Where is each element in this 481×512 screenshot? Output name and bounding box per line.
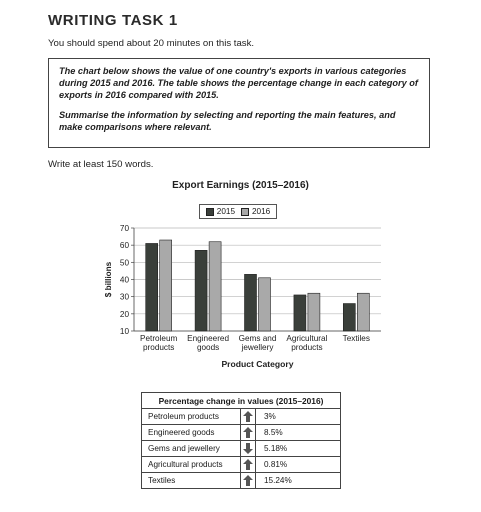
x-tick-label: Textiles	[342, 334, 370, 343]
row-category: Petroleum products	[142, 409, 241, 425]
row-category: Agricultural products	[142, 457, 241, 473]
row-value: 8.5%	[256, 425, 341, 441]
row-value: 15.24%	[256, 473, 341, 489]
y-tick-label: 10	[119, 327, 129, 336]
table-row	[142, 425, 341, 441]
arrow-up-icon	[241, 425, 256, 441]
y-tick-label: 30	[119, 292, 129, 302]
legend-label-2016: 2016	[252, 207, 271, 216]
bar-2015-2	[245, 274, 257, 331]
table-row	[142, 457, 341, 473]
bar-2016-4	[357, 293, 369, 331]
arrow-down-icon	[241, 441, 256, 457]
x-axis-label: Product Category	[221, 359, 294, 369]
table-body	[142, 409, 341, 489]
x-tick-label: products	[142, 343, 175, 352]
x-tick-label: Agricultural	[286, 334, 328, 343]
x-tick-label: goods	[196, 343, 220, 352]
chart-title: Export Earnings (2015–2016)	[172, 180, 309, 191]
row-value: 3%	[256, 409, 341, 425]
task-intro: You should spend about 20 minutes on this task.	[48, 38, 255, 49]
bar-2015-4	[343, 304, 355, 331]
x-tick-label: jewellery	[241, 343, 274, 352]
bar-2015-1	[195, 250, 207, 331]
y-tick-label: 40	[119, 275, 129, 285]
prompt-description: The chart below shows the value of one country's exports in various categories during 2015 and 2016. The table shows the percentage change in each category of exports in 2016 compared with 2015.	[59, 66, 418, 101]
bar-2016-0	[160, 240, 172, 331]
table-title: Percentage change in values (2015–2016)	[142, 393, 341, 409]
row-value: 0.81%	[256, 457, 341, 473]
table-row	[142, 473, 341, 489]
arrow-up-icon	[241, 457, 256, 473]
word-count-instruction: Write at least 150 words.	[48, 159, 154, 170]
arrow-up-icon	[241, 473, 256, 489]
task-heading: WRITING TASK 1	[48, 12, 178, 29]
x-tick-label: Engineered	[187, 334, 230, 343]
y-tick-label: 50	[119, 258, 129, 268]
y-tick-label: 70	[119, 224, 129, 233]
bar-2016-3	[308, 293, 320, 331]
percentage-change-table-wrap	[141, 392, 341, 489]
legend-label-2015: 2015	[216, 207, 235, 216]
row-value: 5.18%	[256, 441, 341, 457]
x-tick-label: products	[291, 343, 323, 352]
table-row	[142, 409, 341, 425]
row-category: Textiles	[142, 473, 241, 489]
percentage-change-table	[141, 392, 341, 489]
bar-2015-3	[294, 295, 306, 331]
table-header-row	[142, 393, 341, 409]
x-tick-label: Petroleum	[140, 334, 178, 343]
bar-2015-0	[146, 243, 158, 331]
table-row	[142, 441, 341, 457]
row-category: Engineered goods	[142, 425, 241, 441]
y-tick-label: 20	[119, 309, 129, 319]
prompt-instruction: Summarise the information by selecting and reporting the main features, and make comparisons where relevant.	[59, 109, 396, 132]
bar-2016-1	[209, 242, 221, 331]
bar-2016-2	[259, 278, 271, 331]
y-axis-label: $ billions	[104, 261, 113, 298]
y-tick-label: 60	[119, 241, 129, 251]
x-tick-label: Gems and	[238, 334, 277, 343]
row-category: Gems and jewellery	[142, 441, 241, 457]
arrow-up-icon	[241, 409, 256, 425]
